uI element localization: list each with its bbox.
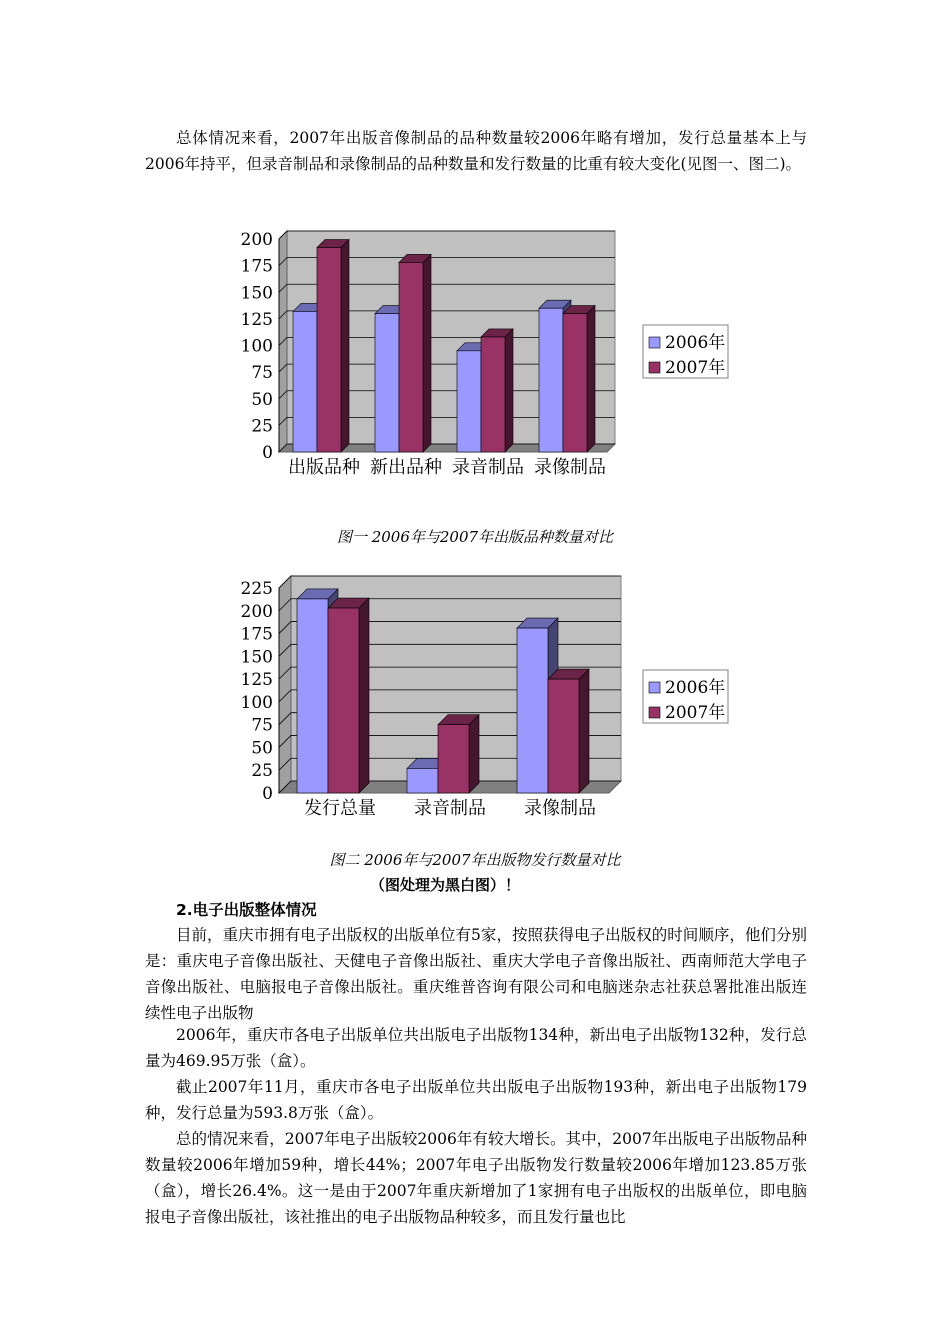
y-tick-label: 125 <box>240 309 273 330</box>
y-tick-label: 25 <box>251 416 273 437</box>
y-tick-label: 0 <box>262 443 273 463</box>
y-tick-label: 50 <box>251 738 273 759</box>
section2-paragraph-4: 总的情况来看，2007年电子出版较2006年有较大增长。其中，2007年出版电子出版物品种数量较2006年增加59种，增长44%；2007年电子出版物发行数量较2006年增加123.85万张（盒），增长26.4%。这一是由于2007年重庆新增加了1家拥有电子出版权的出版单位，即电脑报电子音像出版社，该社推出的电子出版物品种较多，而且发行量也比 <box>145 1130 807 1226</box>
figure2-caption: 图二 2006年与2007年出版物发行数量对比 <box>329 851 621 869</box>
x-category-label: 新出品种 <box>370 457 442 478</box>
y-tick-label: 225 <box>240 579 273 599</box>
x-category-label: 录像制品 <box>524 798 596 819</box>
x-category-label: 录像制品 <box>534 457 606 478</box>
y-tick-label: 100 <box>240 692 273 713</box>
bar <box>548 679 579 793</box>
x-category-label: 发行总量 <box>304 798 376 819</box>
y-tick-label: 200 <box>240 601 273 622</box>
section2-paragraph-2: 2006年，重庆市各电子出版单位共出版电子出版物134种，新出电子出版物132种，发行总量为469.95万张（盒）。 <box>145 1026 807 1070</box>
bar <box>407 768 438 793</box>
legend-swatch <box>649 707 660 718</box>
bar-side <box>359 598 369 793</box>
bar <box>517 628 548 793</box>
legend-label: 2006年 <box>665 678 726 698</box>
y-tick-label: 175 <box>240 624 273 645</box>
y-tick-label: 150 <box>240 647 273 668</box>
y-tick-label: 75 <box>251 715 273 736</box>
legend-label: 2006年 <box>665 333 726 353</box>
y-tick-label: 200 <box>240 230 273 250</box>
bar <box>438 725 469 793</box>
y-tick-label: 150 <box>240 283 273 304</box>
x-category-label: 录音制品 <box>452 457 524 478</box>
bar <box>297 599 328 793</box>
bar <box>328 608 359 793</box>
y-tick-label: 25 <box>251 761 273 782</box>
section2-paragraph-3: 截止2007年11月，重庆市各电子出版单位共出版电子出版物193种，新出电子出版物179种，发行总量为593.8万张（盒）。 <box>145 1078 807 1122</box>
section2-heading: 2.电子出版整体情况 <box>176 901 317 919</box>
section2-paragraph-1: 目前，重庆市拥有电子出版权的出版单位有5家，按照获得电子出版权的时间顺序，他们分别是：重庆电子音像出版社、天健电子音像出版社、重庆大学电子音像出版社、西南师范大学电子音像出版社、电脑报电子音像出版社。重庆维普咨询有限公司和电脑迷杂志社获总署批准出版连续性电子出版物 <box>145 926 807 1022</box>
y-tick-label: 100 <box>240 336 273 357</box>
figure1-caption: 图一 2006年与2007年出版品种数量对比 <box>336 528 614 546</box>
y-tick-label: 125 <box>240 670 273 691</box>
y-tick-label: 0 <box>262 784 273 804</box>
intro-paragraph: 总体情况来看，2007年出版音像制品的品种数量较2006年略有增加，发行总量基本上与2006年持平，但录音制品和录像制品的品种数量和发行数量的比重有较大变化(见图一、图二)。 <box>145 129 807 173</box>
bar-side <box>579 669 589 793</box>
y-tick-label: 75 <box>251 363 273 384</box>
x-category-label: 录音制品 <box>414 798 486 819</box>
figure2-note: （图处理为黑白图）！ <box>369 876 520 894</box>
y-tick-label: 50 <box>251 389 273 410</box>
bar-side <box>469 715 479 793</box>
legend-label: 2007年 <box>665 703 726 723</box>
legend-label: 2007年 <box>665 358 726 378</box>
legend-swatch <box>649 682 660 693</box>
y-tick-label: 175 <box>240 256 273 277</box>
x-category-label: 出版品种 <box>288 457 360 478</box>
